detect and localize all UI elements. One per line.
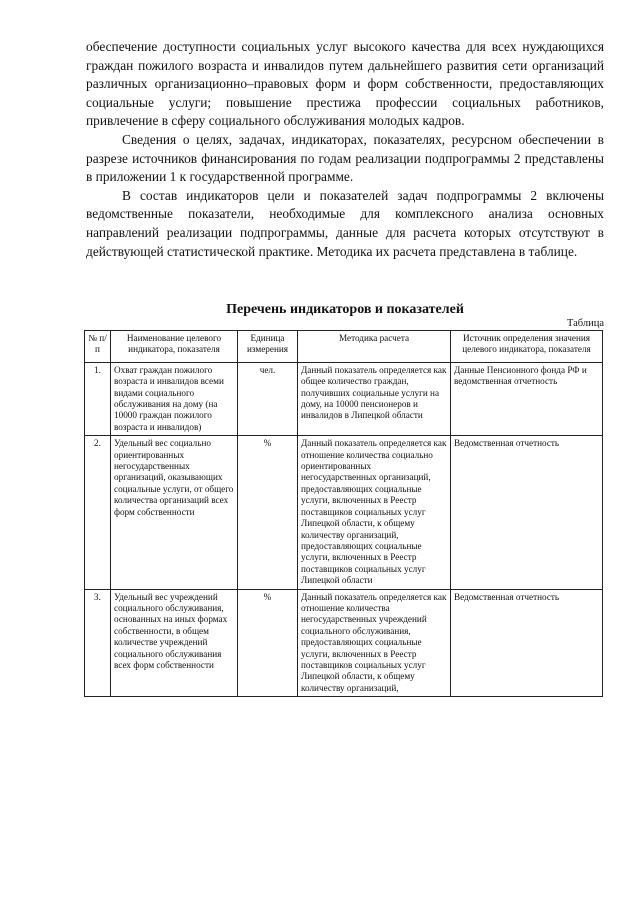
row-method: Данный показатель определяется как отношение количества социально ориентированных негосударственных организаций, предоставляющих социальные услуги, включенных в Реестр поставщиков социальных услуг Липецкой области, к общему количеству организаций, предоставляющих социальные услуги, включенных в Реестр поставщиков социальных услуг Липецкой области bbox=[298, 436, 451, 589]
table-row bbox=[85, 436, 603, 589]
table-label: Таблица bbox=[566, 318, 604, 329]
row-num: 2. bbox=[85, 436, 111, 589]
row-num: 3. bbox=[85, 589, 111, 697]
header-name: Наименование целевого индикатора, показателя bbox=[111, 331, 238, 363]
paragraph-1: обеспечение доступности социальных услуг высокого качества для всех нуждающихся граждан пожилого возраста и инвалидов путем дальнейшего развития сети организаций различных организационно–правовых форм и форм собственности, предоставляющих социальные услуги; повышение престижа профессии социальных работников, привлечение в сферу социального обслуживания молодых кадров. bbox=[86, 39, 604, 129]
table-header-row bbox=[85, 331, 603, 363]
table-row bbox=[85, 589, 603, 697]
row-unit: % bbox=[238, 436, 298, 589]
row-name: Охват граждан пожилого возраста и инвалидов всеми видами социального обслуживания на дому (на 10000 граждан пожилого возраста и инвалидов) bbox=[111, 362, 238, 435]
table-row bbox=[85, 362, 603, 435]
row-unit: % bbox=[238, 589, 298, 697]
paragraph-3: В состав индикаторов цели и показателей задач подпрограммы 2 включены ведомственные показатели, необходимые для комплексного анализа основных направлений реализации подпрограммы, данные для расчета которых отсутствуют в действующей статистической практике. Методика их расчета представлена в таблице. bbox=[86, 187, 604, 259]
header-source: Источник определения значения целевого индикатора, показателя bbox=[451, 331, 603, 363]
row-method: Данный показатель определяется как общее количество граждан, получивших социальные услуги на дому, на 10000 пенсионеров и инвалидов в Липецкой области bbox=[298, 362, 451, 435]
row-name: Удельный вес социально ориентированных негосударственных организаций, оказывающих социальные услуги, от общего количества организаций всех форм собственности bbox=[111, 436, 238, 589]
header-unit: Единица измерения bbox=[238, 331, 298, 363]
row-source: Ведомственная отчетность bbox=[451, 589, 603, 697]
header-num: № п/п bbox=[85, 331, 111, 363]
row-unit: чел. bbox=[238, 362, 298, 435]
row-num: 1. bbox=[85, 362, 111, 435]
row-source: Данные Пенсионного фонда РФ и ведомственная отчетность bbox=[451, 362, 603, 435]
header-method: Методика расчета bbox=[298, 331, 451, 363]
indicators-table bbox=[84, 330, 603, 697]
row-source: Ведомственная отчетность bbox=[451, 436, 603, 589]
row-method: Данный показатель определяется как отношение количества негосударственных учреждений социального обслуживания, предоставляющих социальные услуги, включенных в Реестр поставщиков социальных услуг Липецкой области, к общему количеству организаций, bbox=[298, 589, 451, 697]
body-text bbox=[86, 38, 604, 261]
paragraph-2: Сведения о целях, задачах, индикаторах, показателях, ресурсном обеспечении в разрезе источников финансирования по годам реализации подпрограммы 2 представлены в приложении 1 к государственной программе. bbox=[86, 131, 604, 185]
table-title: Перечень индикаторов и показателей bbox=[226, 302, 464, 317]
row-name: Удельный вес учреждений социального обслуживания, основанных на иных формах собственности, в общем количестве учреждений социального обслуживания всех форм собственности bbox=[111, 589, 238, 697]
